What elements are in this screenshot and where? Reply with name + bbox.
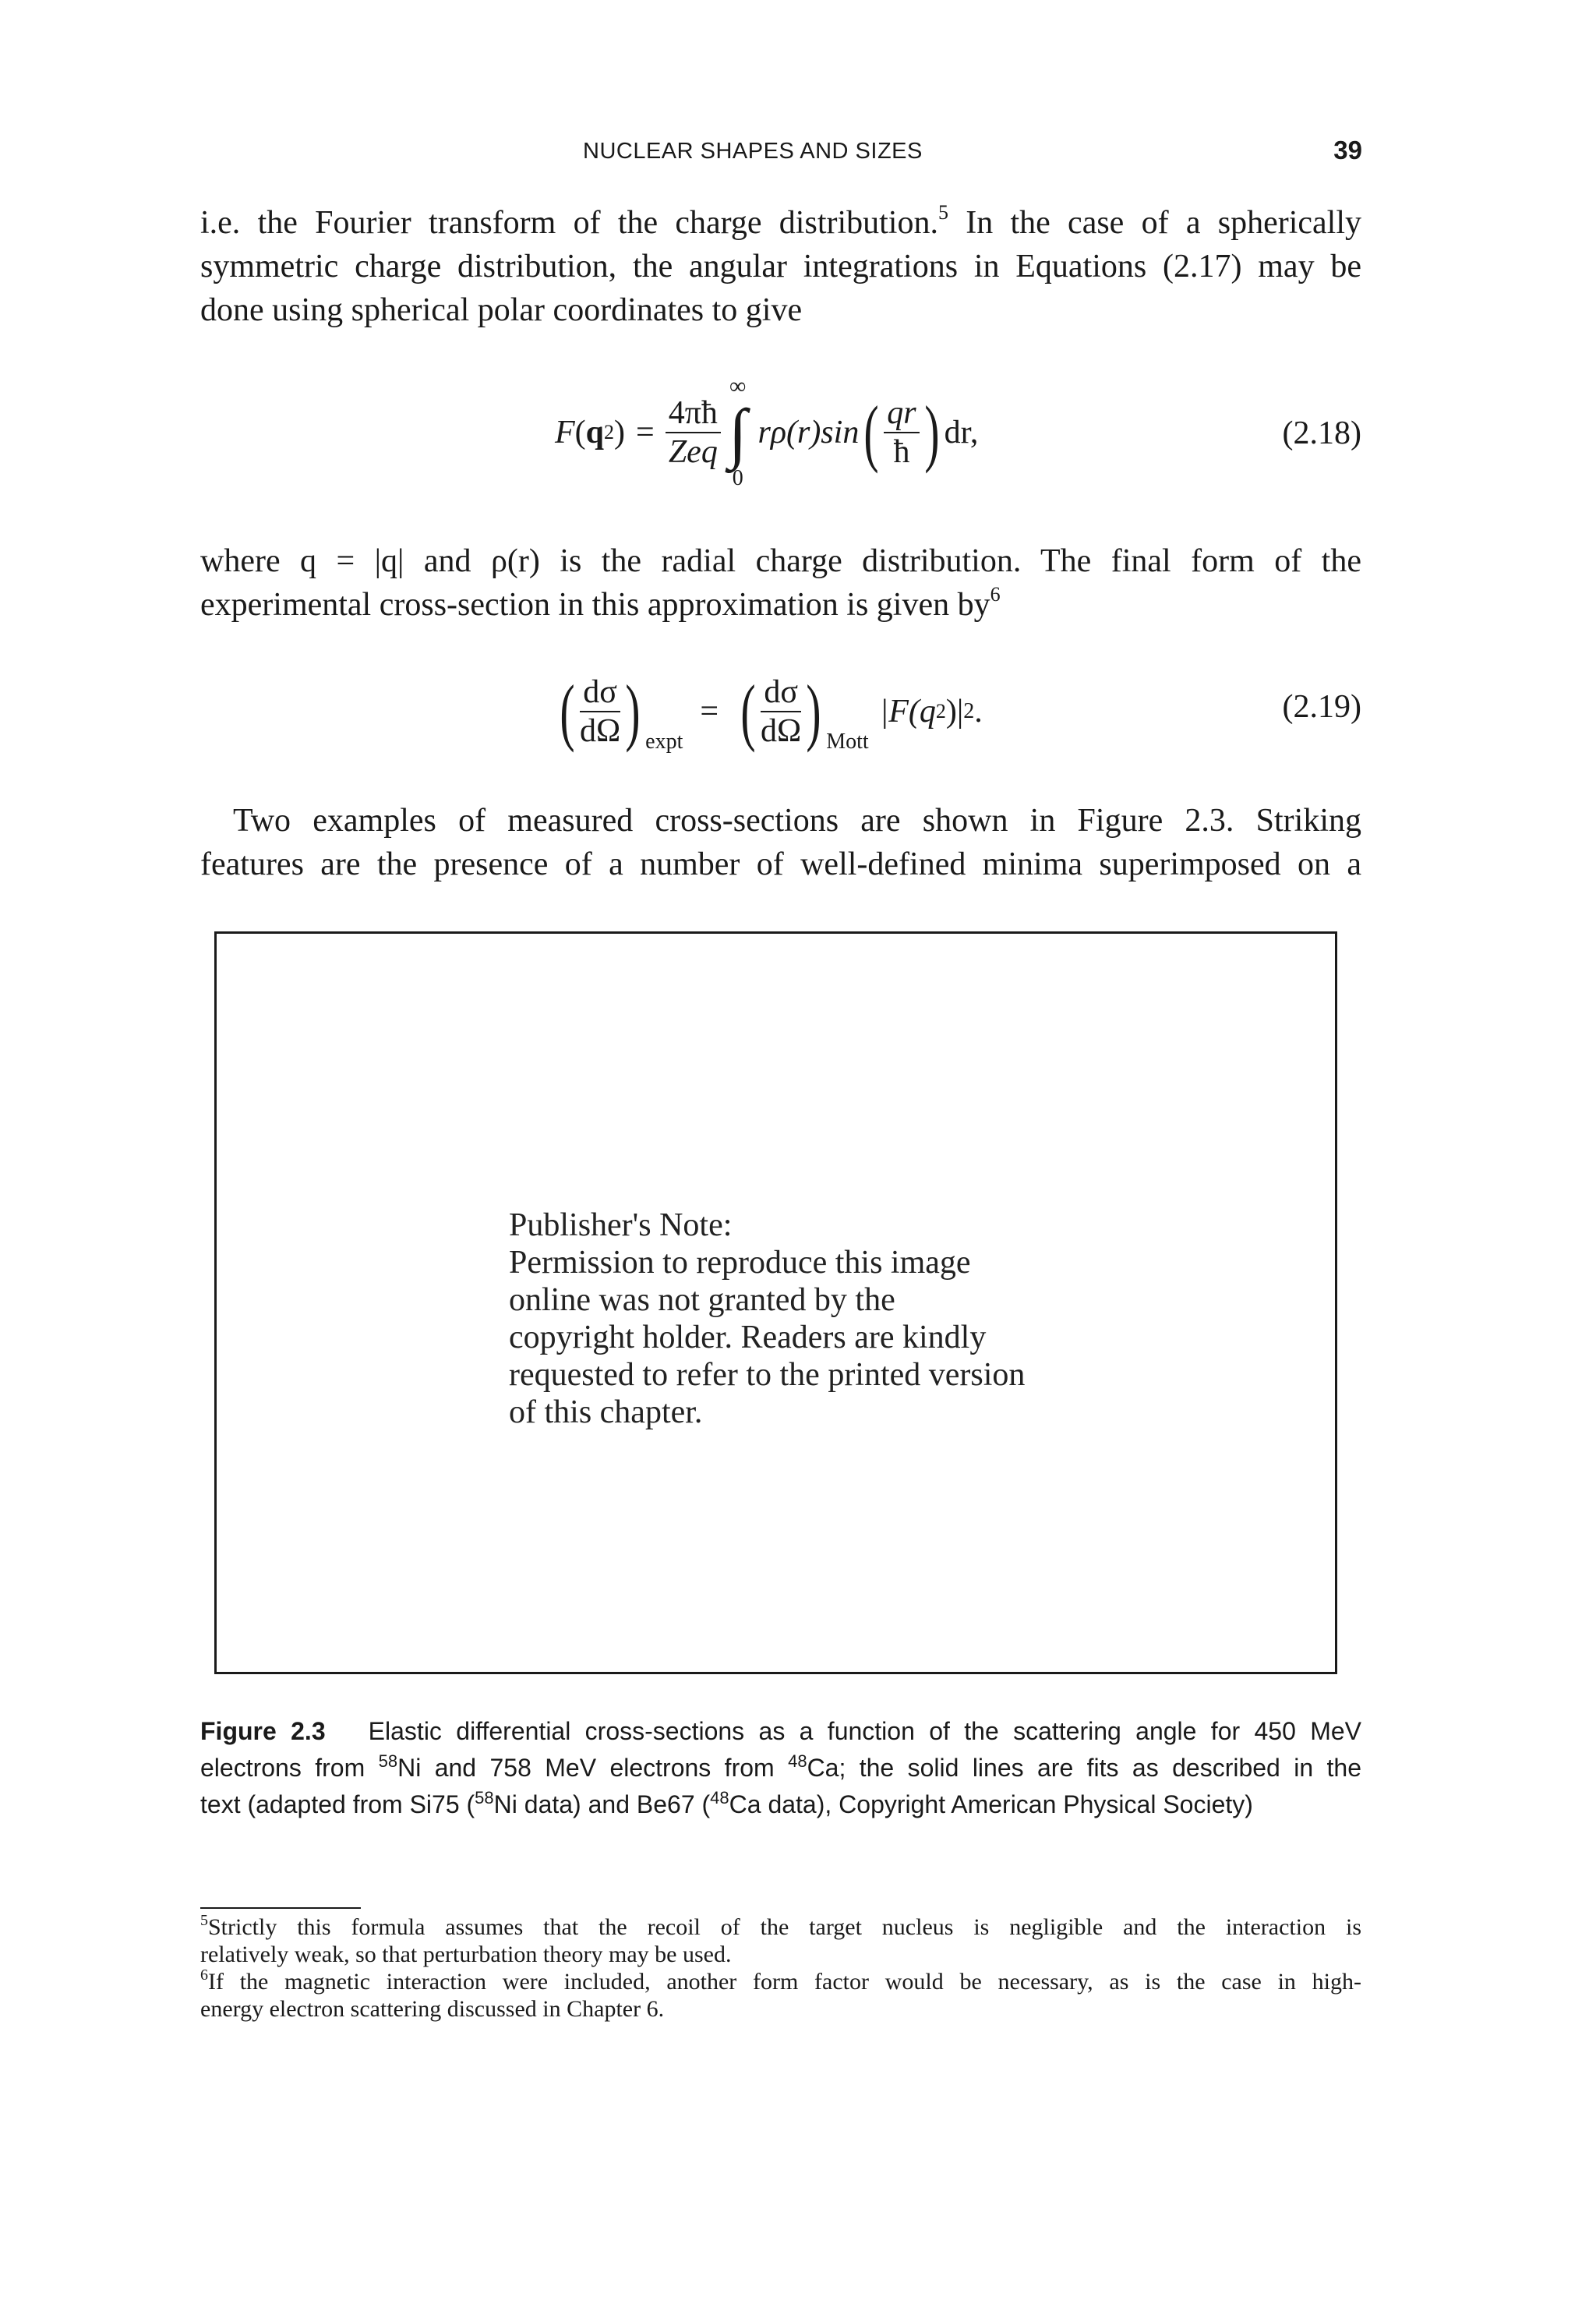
eq-form-factor-close: )| bbox=[945, 693, 964, 730]
page-number: 39 bbox=[1333, 136, 1362, 164]
eq-upper-limit: ∞ bbox=[729, 373, 747, 399]
text-line: done using spherical polar coordinates to give bbox=[200, 292, 803, 328]
text-line: features are the presence of a number of well-defined minima superimposed on a bbox=[200, 846, 1361, 882]
equation-2-18: F ( q 2 ) = $\frac{4\pi ħ}{\text{Zeq}}$ ∞ ∫ 0 rρ(r)sin ( $\frac{qr}{ħ}$ ) dr, (2.18) bbox=[555, 373, 1361, 490]
publishers-note bbox=[509, 1207, 1025, 1431]
text-line: Two examples of measured cross-sections are shown in Figure 2.3. Striking bbox=[233, 803, 1361, 839]
text-line: experimental cross-section in this approximation is given by$^6$ bbox=[200, 583, 1001, 623]
eq-fraction bbox=[666, 394, 721, 471]
footnote-divider bbox=[200, 1907, 361, 1909]
footnote-5-cont: relatively weak, so that perturbation theory may be used. bbox=[200, 1942, 732, 1967]
eq-lower-limit: 0 bbox=[732, 466, 743, 490]
eq-symbol: q bbox=[585, 415, 605, 451]
text-line: i.e. the Fourier transform of the charge distribution.$^5$ In the case of a spherically bbox=[200, 201, 1361, 241]
note-line: of this chapter. bbox=[509, 1394, 703, 1430]
caption-line: text (adapted from Si75 ($^{58}$Ni data) and Be67 ($^{48}$Ca data), Copyright American Physical Society) bbox=[200, 1788, 1253, 1818]
eq-equals: = bbox=[700, 693, 719, 730]
eq-differential: dr, bbox=[944, 415, 979, 451]
eq-numerator: dσ bbox=[580, 673, 620, 712]
eq-period: . bbox=[974, 693, 983, 730]
footnote-6: $^6$If the magnetic interaction were included, another form factor would be necessary, as is the case in high- bbox=[200, 1966, 1361, 1995]
footnotes bbox=[200, 1913, 1361, 2023]
footnote-5: $^5$Strictly this formula assumes that the recoil of the target nucleus is negligible and the interaction is bbox=[200, 1912, 1361, 1940]
note-line: Publisher's Note: bbox=[509, 1207, 733, 1243]
paragraph-intro bbox=[200, 201, 1361, 332]
note-line: Permission to reproduce this image bbox=[509, 1245, 971, 1281]
footnote-ref-5: 5 bbox=[937, 201, 948, 224]
eq-fraction bbox=[761, 673, 801, 750]
equation-2-19: ( $\frac{d\sigma}{d\Omega}$ ) expt = ( $\frac{d\sigma}{d\Omega}$ ) Mott |F(q 2 )| 2 . (2.19) bbox=[560, 669, 1361, 754]
paragraph-where bbox=[200, 539, 1361, 627]
figure-caption bbox=[200, 1713, 1361, 1823]
eq-numerator: qr bbox=[884, 394, 919, 433]
equation-number: (2.19) bbox=[1282, 689, 1361, 725]
eq-equals: = bbox=[636, 415, 655, 451]
eq-fraction bbox=[580, 673, 620, 750]
equation-number: (2.18) bbox=[1282, 415, 1361, 451]
eq-integral bbox=[728, 373, 747, 490]
eq-fraction bbox=[884, 394, 919, 471]
note-line: copyright holder. Readers are kindly bbox=[509, 1320, 987, 1355]
caption-line: Figure 2.3 Elastic differential cross-sections as a function of the scattering angle for 450 MeV bbox=[200, 1717, 1362, 1745]
eq-subscript: Mott bbox=[826, 730, 869, 754]
figure-placeholder bbox=[214, 931, 1337, 1674]
note-line: online was not granted by the bbox=[509, 1282, 895, 1318]
eq-subscript: expt bbox=[645, 730, 683, 754]
eq-integrand: rρ(r)sin bbox=[757, 415, 860, 451]
text-line: where q = |q| and ρ(r) is the radial charge distribution. The final form of the bbox=[200, 543, 1361, 579]
eq-denominator: Zeq bbox=[668, 434, 718, 470]
paragraph-examples bbox=[200, 799, 1361, 886]
eq-numerator: dσ bbox=[761, 673, 801, 712]
eq-denominator: dΩ bbox=[761, 712, 802, 749]
text-line: symmetric charge distribution, the angular integrations in Equations (2.17) may be bbox=[200, 249, 1361, 284]
caption-line: electrons from $^{58}$Ni and 758 MeV electrons from $^{48}$Ca; the solid lines are fits as described in the bbox=[200, 1751, 1362, 1782]
footnote-6-cont: energy electron scattering discussed in Chapter 6. bbox=[200, 1996, 665, 2022]
page-header bbox=[0, 136, 1596, 175]
note-line: requested to refer to the printed version bbox=[509, 1357, 1026, 1393]
figure-label: Figure 2.3 bbox=[200, 1717, 326, 1745]
eq-numerator: 4πħ bbox=[666, 394, 721, 433]
eq-form-factor: |F(q bbox=[879, 693, 936, 730]
eq-symbol: F bbox=[555, 415, 575, 451]
eq-denominator: dΩ bbox=[579, 712, 621, 749]
eq-integral-sign: ∫ bbox=[728, 395, 747, 470]
eq-denominator: ħ bbox=[893, 434, 910, 470]
running-head: NUCLEAR SHAPES AND SIZES bbox=[583, 139, 923, 164]
footnote-ref-6: 6 bbox=[990, 583, 1001, 606]
